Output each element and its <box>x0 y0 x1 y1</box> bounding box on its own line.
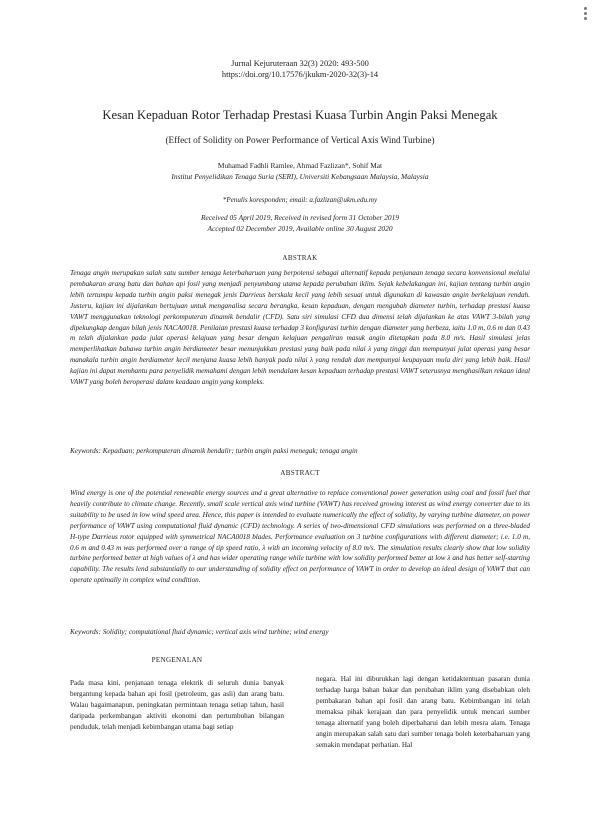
abstract-text: Wind energy is one of the potential renewable energy sources and a great alternative to replace conventional power generation using coal and fossil fuel that heavily contribute to climate change. Recently, small scale vertical axis wind turbine (VAWT) has received growing interest as wind energy converter due to its suitability to be used in low wind speed area. Hence, this paper is intended to evaluate numerically the effect of solidity, by varying turbine diameter, on power performance of VAWT using computational fluid dynamic (CFD) technology. A series of two-dimensional CFD simulations was performed on a three-bladed H-type Darrieus rotor equipped with symmetrical NACA0018 blades. Performance evaluation on 3 turbine configurations with different diameter; i.e. 1.0 m, 0.6 m and 0.43 m was performed over a range of tip speed ratio, λ with an incoming velocity of 8.0 m/s. The simulation results clearly show that low solidity turbine performed better at high values of λ and has wider operating range while turbine with low solidity performed better at low λ and has better self-starting capability. The results lend substantially to our understanding of solidity effect on performance of VAWT in order to develop an ideal design of VAWT that can operate optimally in complex wind condition. <box>70 489 530 585</box>
publication-dates <box>40 213 560 234</box>
abstract-keywords-list: Solidity; computational fluid dynamic; vertical axis wind turbine; wind energy <box>102 628 329 636</box>
abstrak-heading: ABSTRAK <box>282 254 318 262</box>
accepted-date: Accepted 02 December 2019, Available online 30 August 2020 <box>207 223 393 233</box>
abstract-heading: ABSTRACT <box>280 469 320 477</box>
vertical-dots-icon <box>584 7 587 20</box>
body-column-left: Pada masa kini, penjanaan tenaga elektrik di seluruh dunia banyak bergantung kepada bahan api fosil (petroleum, gas asli) dan arang batu. Walau bagaimanapun, peningkatan permintaan tenaga setiap tahun, hasil daripada perkembangan aktiviti ekonomi dan pertumbuhan bilangan penduduk, telah menjadi kebimbangan utama bagi setiap <box>70 679 284 731</box>
abstrak-keywords-label: Keywords: <box>70 447 101 455</box>
paper-title: Kesan Kepaduan Rotor Terhadap Prestasi Kuasa Turbin Angin Paksi Menegak <box>102 108 498 122</box>
section-heading-pengenalan: PENGENALAN <box>151 656 203 664</box>
journal-header <box>0 58 600 80</box>
abstract-keywords <box>70 628 530 636</box>
doi-line[interactable]: https://doi.org/10.17576/jkukm-2020-32(3)-14 <box>221 70 379 79</box>
body-column-right: negara. Hal ini diburukkan lagi dengan ketidaktentuan pasaran dunia terhadap harga bahan bakar dan perubahan iklim yang disebabkan oleh pembakaran bahan api fosil dan arang batu. Kebimbangan ini telah memaksa pihak kerajaan dan para penyelidik untuk mencari sumber tenaga alternatif yang boleh diperbaharui dan lebih mesra alam. Tenaga angin merupakan salah satu dari sumber tenaga boleh keterbaharuan yang semakin mendapat perhatian. Hal <box>316 675 530 749</box>
received-date: Received 05 April 2019, Received in revised form 31 October 2019 <box>200 213 400 222</box>
abstrak-text: Tenaga angin merupakan salah satu sumber tenaga keterbaharuan yang berpotensi sebagai alternatif kepada penjanaan tenaga secara konvensional melalui pembakaran arang batu dan bahan api fosil yang menjadi penyumbang utama kepada perubahan iklim. Sejak kebelakangan ini, kajian tentang turbin angin lebih tertumpu kepada turbin angin paksi menegak jenis Darrieus berskala kecil yang lebih sesuai untuk digunakan di kawasan angin berkelajuan rendah. Justeru, kajian ini dijalankan bertujuan untuk menganalisa secara berangka, kesan kepaduan, dengan mengubah diameter turbin, terhadap prestasi kuasa VAWT menggunakan teknologi perkomputeran dinamik bendalir (CFD). Satu siri simulasi CFD dua dimensi telah dijalankan ke atas VAWT 3-bilah yang dipekungkap dengan bilah jenis NACA0018. Penilaian prestasi kuasa terhadap 3 konfigurasi turbin dengan diameter yang berbeza, iaitu 1.0 m, 0.6 m dan 0.43 m telah dijalankan pada julat operasi kelajuan yang besar dengan kelajuan pengaliran masuk angin ditetapkan pada 8.0 m/s. Hasil simulasi jelas memperlihatkan bahawa turbin angin berdiameter besar menunjukkan prestasi yang baik pada nilai λ yang tinggi dan mempunyai julat operasi yang besar manakala turbin angin berdiameter kecil menjana kuasa lebih banyak pada nilai λ yang rendah dan mempunyai keupayaan mula diri yang lebih baik. Hasil kajian ini dapat membantu para penyelidik memahami dengan lebih mendalam kesan kepaduan terhadap prestasi VAWT seterusnya menghasilkan rekaan ideal VAWT yang boleh beroperasi dalam keadaan angin yang kompleks. <box>70 269 530 387</box>
author-institution: Institut Penyelidikan Tenaga Suria (SERI), Universiti Kebangsaan Malaysia, Malaysia <box>171 172 429 181</box>
more-options-button[interactable] <box>576 4 594 22</box>
author-names: Muhamad Fadhli Ramlee, Ahmad Fazlizan*, Sohif Mat <box>217 161 383 170</box>
author-block <box>40 160 560 182</box>
journal-citation: Jurnal Kejuruteraan 32(3) 2020: 493-500 <box>231 59 369 68</box>
abstract-keywords-label: Keywords: <box>70 628 101 636</box>
paper-subtitle: (Effect of Solidity on Power Performance of Vertical Axis Wind Turbine) <box>165 135 435 145</box>
abstrak-keywords <box>70 447 530 455</box>
abstrak-keywords-list: Kepaduan; perkomputeran dinamik bendalir; turbin angin paksi menegak; tenaga angin <box>102 447 358 455</box>
correspondence-note: *Penulis koresponden; email: a.fazlizan@ukm.edu.my <box>222 196 378 204</box>
